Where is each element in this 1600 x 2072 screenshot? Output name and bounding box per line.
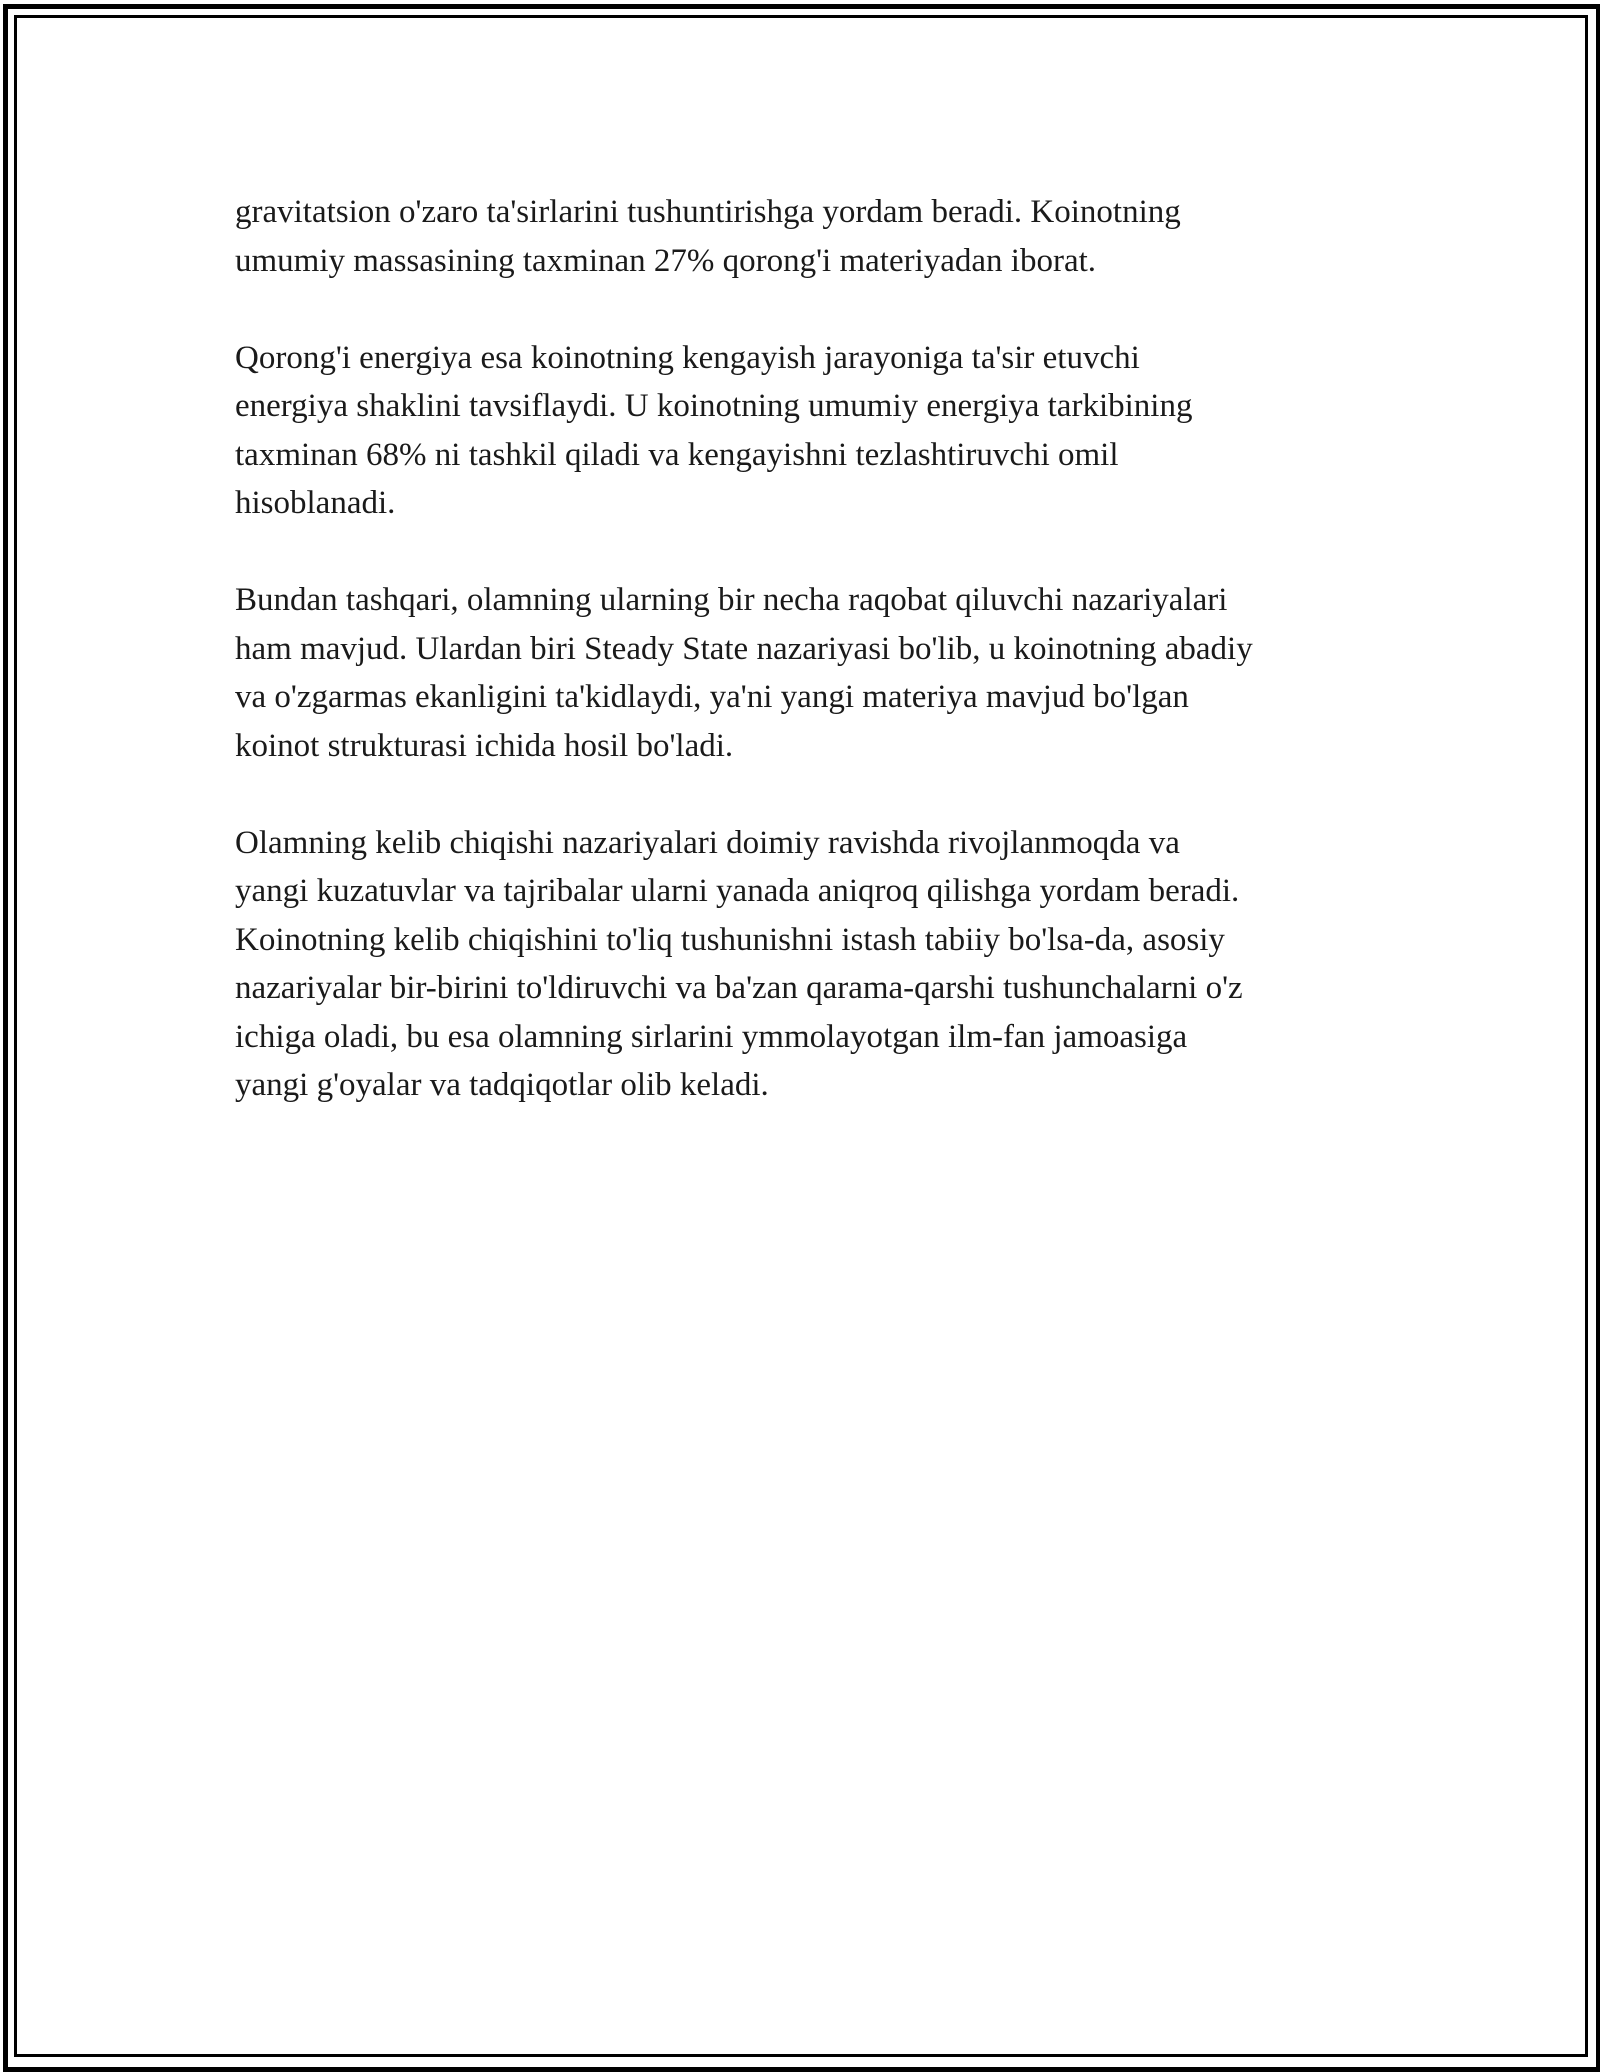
document-body bbox=[235, 188, 1375, 1158]
paragraph-dark-energy: Qorong'i energiya esa koinotning kengayish jarayoniga ta'sir etuvchi energiya shaklini tavsiflaydi. U koinotning umumiy energiya tarkibining taxminan 68% ni tashkil qiladi va kengayishni tezlashtiruvchi omil hisoblanadi. bbox=[235, 339, 1193, 521]
paragraph-dark-matter: gravitatsion o'zaro ta'sirlarini tushuntirishga yordam beradi. Koinotning umumiy massasining taxminan 27% qorong'i materiyadan iborat. bbox=[235, 194, 1181, 279]
paragraph-conclusion: Olamning kelib chiqishi nazariyalari doimiy ravishda rivojlanmoqda va yangi kuzatuvlar va tajribalar ularni yanada aniqroq qilishga yordam beradi. Koinotning kelib chiqishini to'liq tushunishni istash tabiiy bo'lsa-da, asosiy nazariyalar bir-birini to'ldiruvchi va ba'zan qarama-qarshi tushunchalarni o'z ichiga oladi, bu esa olamning sirlarini ymmolayotgan ilm-fan jamoasiga yangi g'oyalar va tadqiqotlar olib keladi. bbox=[235, 824, 1243, 1103]
paragraph-competing-theories: Bundan tashqari, olamning ularning bir necha raqobat qiluvchi nazariyalari ham mavjud. Ulardan biri Steady State nazariyasi bo'lib, u koinotning abadiy va o'zgarmas ekanligini ta'kidlaydi, ya'ni yangi materiya mavjud bo'lgan koinot strukturasi ichida hosil bo'ladi. bbox=[235, 582, 1253, 764]
